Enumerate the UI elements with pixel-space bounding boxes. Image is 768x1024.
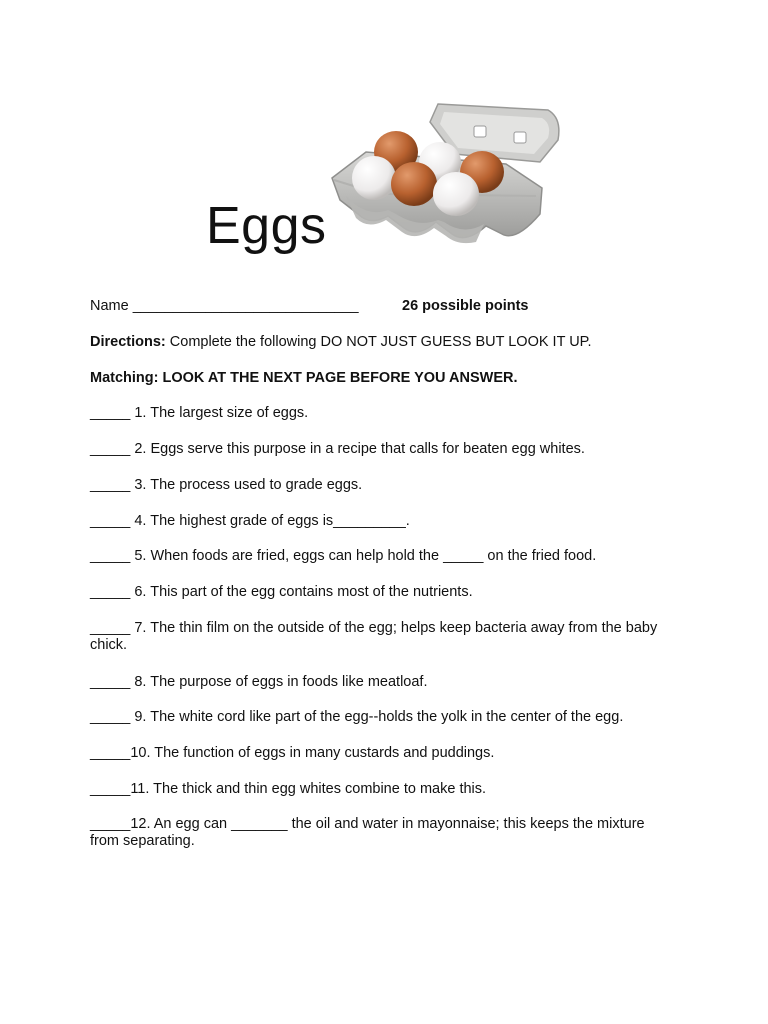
question-12: _____12. An egg can _______ the oil and water in mayonnaise; this keeps the mixture from separating.: [90, 816, 645, 849]
egg-carton-illustration: [326, 96, 570, 248]
question-7: _____ 7. The thin film on the outside of the egg; helps keep bacteria away from the baby chick.: [90, 620, 658, 653]
question-9: _____ 9. The white cord like part of the egg--holds the yolk in the center of the egg.: [90, 709, 624, 725]
question-4: _____ 4. The highest grade of eggs is_________.: [90, 513, 410, 529]
question-10: _____10. The function of eggs in many custards and puddings.: [90, 745, 495, 761]
question-5: _____ 5. When foods are fried, eggs can help hold the _____ on the fried food.: [90, 548, 597, 564]
possible-points: 26 possible points: [402, 298, 529, 314]
directions: [90, 334, 592, 351]
question-6: _____ 6. This part of the egg contains most of the nutrients.: [90, 584, 473, 600]
directions-text: Complete the following DO NOT JUST GUESS BUT LOOK IT UP.: [165, 334, 592, 350]
name-field-line[interactable]: Name ____________________________: [90, 298, 359, 314]
question-1: _____ 1. The largest size of eggs.: [90, 405, 309, 421]
matching-heading: Matching: LOOK AT THE NEXT PAGE BEFORE YOU ANSWER.: [90, 370, 518, 386]
worksheet-title: Eggs: [206, 197, 327, 255]
question-8: _____ 8. The purpose of eggs in foods like meatloaf.: [90, 674, 428, 690]
question-11: _____11. The thick and thin egg whites combine to make this.: [90, 781, 487, 797]
directions-label: Directions:: [90, 334, 166, 350]
question-2: _____ 2. Eggs serve this purpose in a recipe that calls for beaten egg whites.: [90, 441, 585, 457]
question-3: _____ 3. The process used to grade eggs.: [90, 477, 363, 493]
